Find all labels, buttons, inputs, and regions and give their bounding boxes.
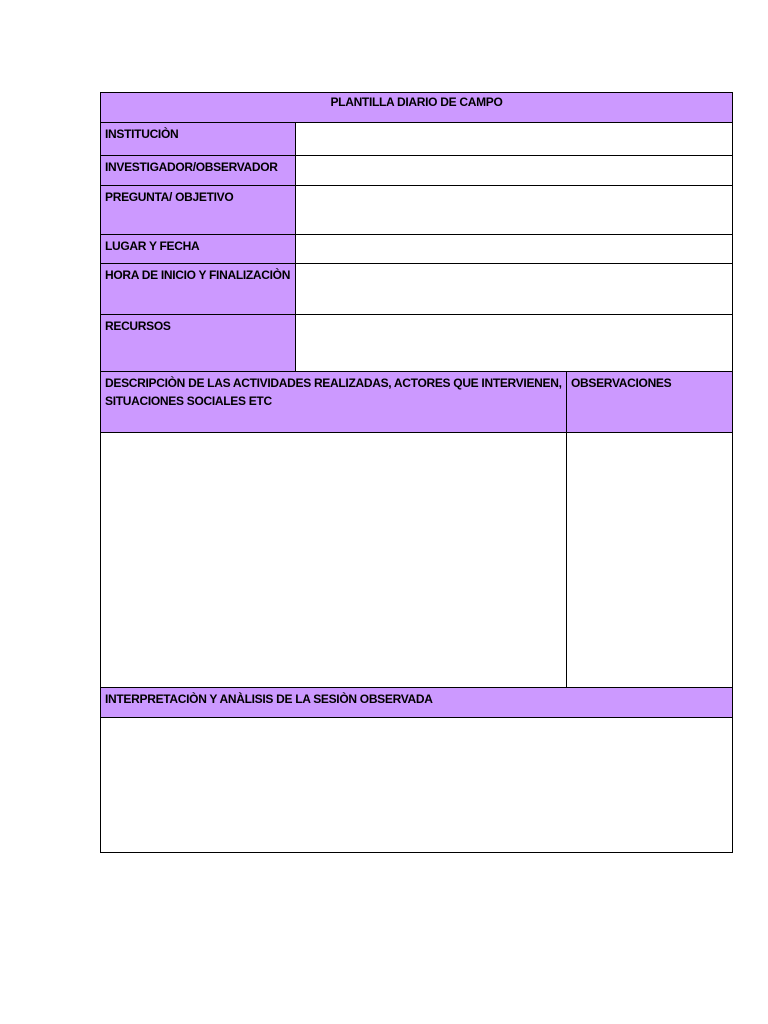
observations-content-area[interactable] <box>567 432 732 687</box>
resources-label: RECURSOS <box>101 314 296 371</box>
interpretation-header: INTERPRETACIÒN Y ANÀLISIS DE LA SESIÒN OBSERVADA <box>101 687 732 717</box>
question-objective-label: PREGUNTA/ OBJETIVO <box>101 185 296 234</box>
field-diary-template <box>100 92 733 853</box>
description-header: DESCRIPCIÒN DE LAS ACTIVIDADES REALIZADAS, ACTORES QUE INTERVIENEN, SITUACIONES SOCIALES ETC <box>101 371 567 432</box>
observations-header: OBSERVACIONES <box>567 371 732 432</box>
institution-label: INSTITUCIÒN <box>101 122 296 155</box>
description-content-area[interactable] <box>101 432 567 687</box>
investigator-field[interactable] <box>296 155 732 185</box>
institution-field[interactable] <box>296 122 732 155</box>
investigator-label: INVESTIGADOR/OBSERVADOR <box>101 155 296 185</box>
question-objective-field[interactable] <box>296 185 732 234</box>
interpretation-content-area[interactable] <box>101 717 732 852</box>
start-end-time-label: HORA DE INICIO Y FINALIZACIÒN <box>101 263 296 314</box>
resources-field[interactable] <box>296 314 732 371</box>
start-end-time-field[interactable] <box>296 263 732 314</box>
place-date-label: LUGAR Y FECHA <box>101 234 296 263</box>
place-date-field[interactable] <box>296 234 732 263</box>
template-title: PLANTILLA DIARIO DE CAMPO <box>101 93 732 122</box>
